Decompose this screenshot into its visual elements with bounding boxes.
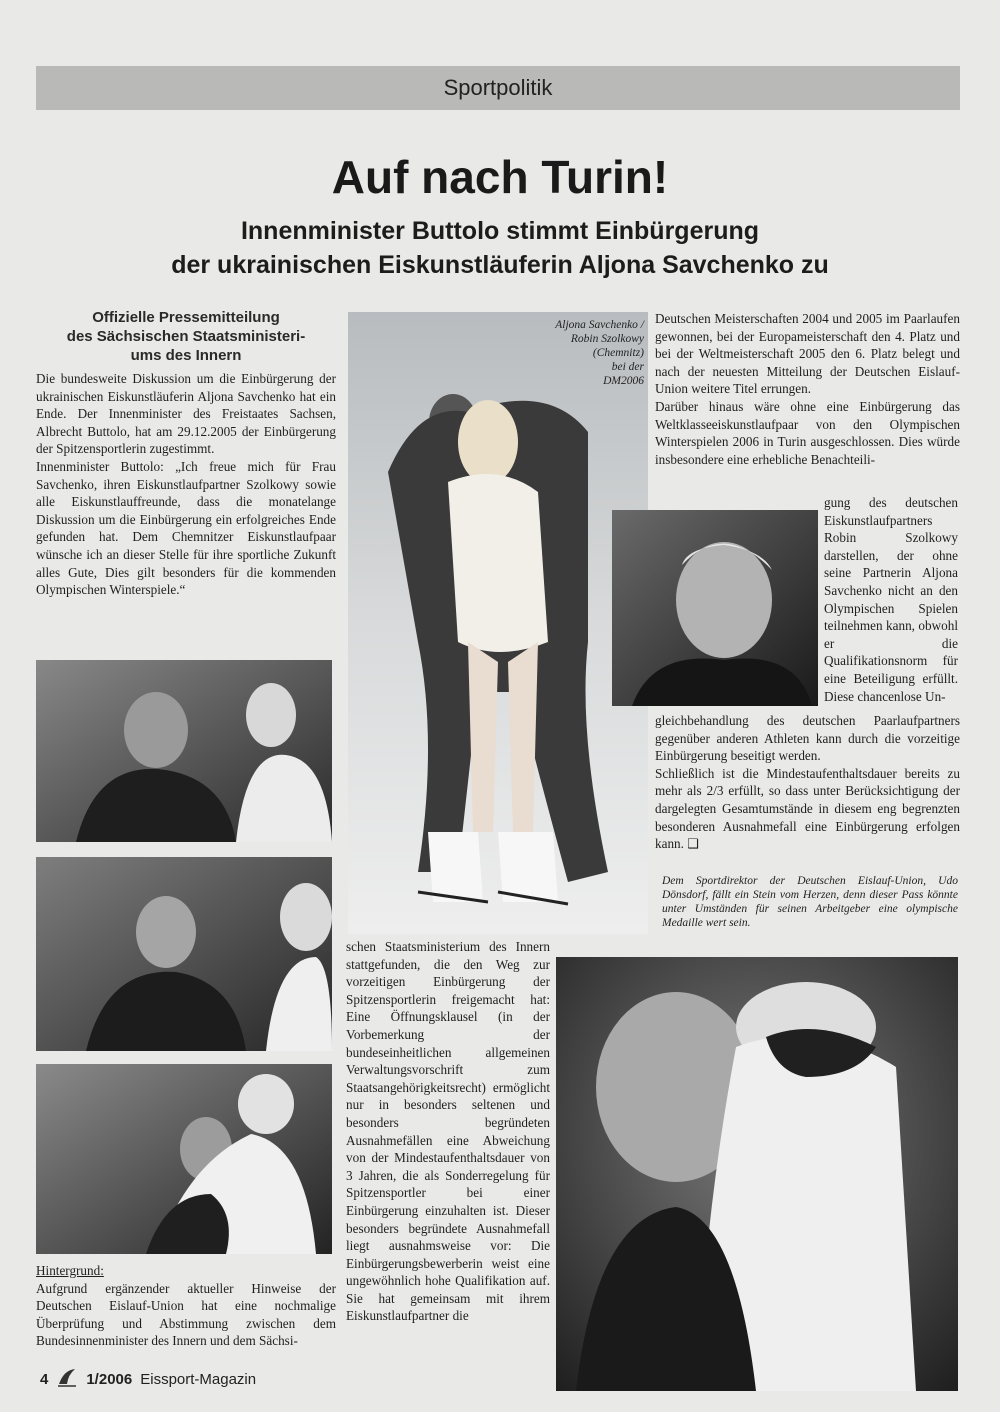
skaters-caption-line-1: Aljona Savchenko / — [555, 319, 644, 331]
headline: Auf nach Turin! — [331, 151, 669, 203]
column-3-paragraph-1: Deutschen Meisterschaften 2004 und 2005 im Paarlaufen gewonnen, bei der Europameisterschaft den 4. Platz und bei der Weltmeisterschaft 2005 den 6. Platz belegt und nach der neuesten Mitteilung der Deutschen Eislauf-Union weitere Titel errungen. — [655, 311, 960, 397]
column-3-bottom — [655, 712, 960, 853]
press-release-body — [36, 370, 336, 599]
press-release-title-line-1: Offizielle Pressemitteilung — [92, 309, 280, 326]
end-mark-icon: ❑ — [687, 836, 700, 852]
page-number: 4 — [40, 1370, 49, 1388]
press-release-title-line-3: ums des Innern — [130, 347, 242, 364]
press-release-quote: Innenminister Buttolo: „Ich freue mich für Frau Savchenko, ihren Eiskunstlaufpartner Szolkowy sowie alle Eiskunstlauffreunde, dass die monatelange Diskussion um die Einbürgerung ein erfolgreiches Ende gefunden hat. Dem Chemnitzer Eiskunstlaufpaar wünsche ich an dieser Stelle für ihre sportliche Zukunft alles Gute, Dies gilt besonders für die kommenden Olympischen Winterspiele.“ — [36, 458, 336, 598]
skaters-caption — [520, 318, 644, 388]
magazine-name: Eissport-Magazin — [140, 1370, 257, 1388]
photo-meeting-2 — [36, 857, 332, 1051]
page-footer — [40, 1368, 256, 1390]
background-paragraph: Aufgrund ergänzender aktueller Hinweise der Deutschen Eislauf-Union hat eine nochmalige Überprüfung und Abstimmung zwischen dem Bundesinnenminister des Innern und dem Sächsi- — [36, 1280, 336, 1349]
issue-number: 1/2006 — [86, 1370, 133, 1388]
photo-embrace-small — [36, 1064, 332, 1254]
director-caption: Dem Sportdirektor der Deutschen Eislauf-Union, Udo Dönsdorf, fällt ein Stein vom Herzen, denn dieser Pass könnte unter Umständen für seinen Arbeitgeber eine olympische Medaille wert sein. — [662, 875, 958, 929]
column-3-paragraph-2: Darüber hinaus wäre ohne eine Einbürgerung das Weltklasseeiskunstlaufpaar von den Olympischen Winterspielen 2006 in Turin ausgeschlossen. Dies würde insbesondere eine erhebliche Benachteili- — [655, 398, 960, 467]
column-3-paragraph-4 — [655, 765, 960, 853]
column-3-wrap-paragraph: gung des deutschen Eiskunstlaufpartners Robin Szolkowy darstellen, der ohne seine Partnerin Aljona Savchenko nicht an den Olympischen Spielen teilnehmen kann, obwohl er die Qualifikationsnorm für eine Beteiligung erfüllt. Diese chancenlose Un- — [824, 495, 958, 704]
skaters-caption-line-5: DM2006 — [603, 375, 644, 387]
column-3-wrap — [824, 494, 958, 705]
subheadline — [60, 214, 940, 282]
press-release-title — [36, 308, 336, 365]
photo-skaters — [348, 312, 648, 934]
photo-embrace-large — [556, 957, 958, 1391]
background-section — [36, 1262, 336, 1350]
column-3-paragraph-3: gleichbehandlung des deutschen Paarlaufpartners gegenüber anderen Athleten kann durch die vorzeitige Einbürgerung beseitigt werden. — [655, 713, 960, 764]
background-heading: Hintergrund: — [36, 1263, 104, 1278]
column-3-paragraph-4-text: Schließlich ist die Mindestaufenthaltsdauer bereits zu mehr als 2/3 erfüllt, so dass unter Berücksichtigung der dargelegten Gesamtumstände in diesem eng begrenzten besonderen Ausnahmefall eine Einbürgerung erfolgen kann. — [655, 765, 960, 852]
column-2-paragraph: schen Staatsministerium des Innern stattgefunden, die den Weg zur vorzeitigen Einbürgerung der Spitzensportlerin freigemacht hat: Eine Öffnungsklausel (in der Vorbemerkung der bundeseinheitlichen allgemeinen Verwaltungsvorschrift zum Staatsangehörigkeitsrecht) ermöglicht nur in besonders seltenen und besonders begründeten Ausnahmefällen eine Abweichung von der Mindestaufenthaltsdauer von 3 Jahren, die als Sonderregelung für Spitzensportler bei einer Einbürgerung einzuhalten ist. Dieser besonders begründete Ausnahmefall liegt ausnahmsweise vor: Die Einbürgerungsbewerberin weist eine ungewöhnlich hohe Qualifikation auf. Sie hat gemeinsam mit ihrem Eiskunstlaufpartner die — [346, 939, 550, 1324]
section-header — [36, 66, 960, 110]
skaters-caption-line-2: Robin Szolkowy — [570, 333, 644, 345]
column-3-top — [655, 310, 960, 468]
skaters-caption-line-4: bei der — [611, 361, 644, 373]
press-release-title-line-2: des Sächsischen Staatsministeri- — [66, 328, 306, 345]
photo-director — [612, 510, 818, 706]
press-release-paragraph: Die bundesweite Diskussion um die Einbürgerung der ukrainischen Eiskunstläuferin Aljona Savchenko hat ein Ende. Der Innenminister des Freistaates Sachsen, Albrecht Buttolo, hat am 29.12.2005 der Einbürgerung der Spitzensportlerin zugestimmt. — [36, 371, 336, 457]
skaters-caption-line-3: (Chemnitz) — [592, 347, 644, 359]
subheadline-line-2: der ukrainischen Eiskunstläuferin Aljona Savchenko zu — [171, 251, 829, 279]
subheadline-line-1: Innenminister Buttolo stimmt Einbürgerung — [240, 217, 760, 245]
section-label: Sportpolitik — [443, 75, 553, 100]
photo-meeting-1 — [36, 660, 332, 842]
column-2-text — [346, 938, 550, 1325]
magazine-logo-icon — [56, 1366, 78, 1392]
